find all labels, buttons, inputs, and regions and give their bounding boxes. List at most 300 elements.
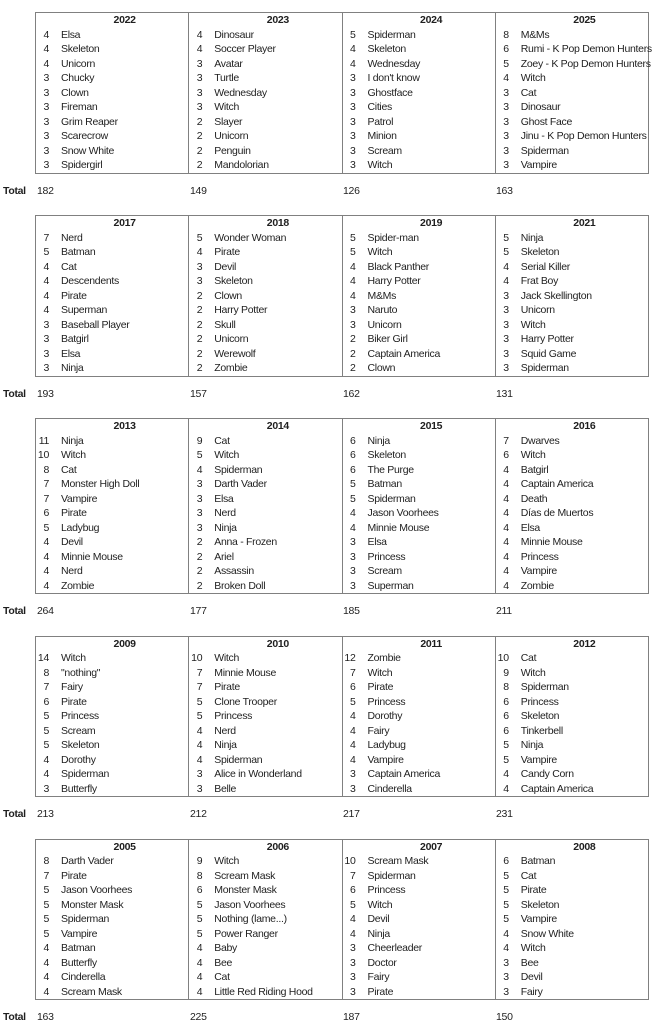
- costume-row: [496, 521, 648, 536]
- costume-name: Jason Voorhees: [214, 898, 286, 911]
- costume-count: 2: [196, 159, 203, 171]
- costume-name: Darth Vader: [214, 478, 267, 490]
- costume-count: 3: [196, 521, 203, 534]
- costume-name: M&Ms: [520, 28, 550, 41]
- costume-count: 5: [196, 695, 203, 708]
- costume-count: 10: [37, 449, 49, 461]
- costume-row: [496, 564, 648, 579]
- costume-row: [36, 767, 188, 782]
- costume-count: 3: [43, 782, 49, 795]
- costume-count: 4: [43, 942, 49, 954]
- costume-name: Unicorn: [520, 304, 555, 316]
- costume-name: Wednesday: [214, 86, 267, 99]
- costume-count: 4: [349, 507, 356, 519]
- costume-count: 3: [349, 304, 356, 316]
- costume-name: Ladybug: [367, 739, 406, 751]
- costume-name: Unicorn: [214, 130, 249, 142]
- costume-count: 2: [196, 115, 203, 128]
- costume-row: [189, 506, 341, 521]
- costume-count: 8: [196, 869, 203, 882]
- costume-row: [343, 927, 495, 942]
- year-header: 2014: [266, 420, 289, 432]
- costume-name: I don't know: [367, 72, 420, 84]
- costume-row: [496, 477, 648, 492]
- costume-count: 5: [196, 710, 203, 722]
- costume-name: Butterfly: [61, 782, 97, 795]
- costume-name: Spiderman: [367, 28, 416, 41]
- costume-name: Witch: [367, 898, 393, 911]
- costume-count: 4: [43, 43, 49, 55]
- costume-row: [36, 332, 188, 347]
- costume-count: 5: [503, 884, 509, 896]
- costume-count: 3: [43, 144, 49, 157]
- costume-count: 4: [503, 536, 509, 548]
- costume-name: Little Red Riding Hood: [214, 985, 313, 998]
- costume-count: 2: [196, 130, 203, 142]
- costume-name: Fairy: [61, 681, 83, 693]
- total-value: 185: [343, 605, 360, 617]
- costume-name: Elsa: [61, 347, 81, 360]
- costume-row: [36, 579, 188, 594]
- costume-name: Dorothy: [367, 710, 403, 722]
- costume-row: [496, 854, 648, 869]
- costume-row: [496, 158, 648, 173]
- costume-name: Ninja: [520, 231, 544, 244]
- year-column: [188, 637, 341, 797]
- costume-count: 3: [503, 144, 509, 157]
- costume-row: [343, 985, 495, 1000]
- costume-row: [343, 782, 495, 797]
- costume-count: 2: [349, 347, 356, 360]
- costume-row: [36, 753, 188, 768]
- costume-row: [36, 854, 188, 869]
- costume-count: 4: [349, 521, 356, 534]
- costume-count: 3: [196, 275, 203, 287]
- year-header: 2007: [420, 840, 443, 853]
- costume-name: Ghost Face: [520, 115, 573, 128]
- costume-count: 3: [349, 550, 356, 563]
- costume-name: Clown: [367, 362, 396, 374]
- year-column: [495, 13, 652, 173]
- costume-name: Spiderman: [367, 869, 416, 882]
- costume-count: 7: [43, 492, 49, 505]
- costume-name: Vampire: [61, 492, 98, 505]
- total-value: 131: [496, 387, 513, 400]
- total-value: 182: [37, 184, 54, 197]
- total-row: [0, 184, 671, 199]
- costume-name: Minnie Mouse: [214, 666, 277, 679]
- costume-count: 2: [196, 362, 203, 374]
- costume-name: Witch: [520, 72, 546, 84]
- costume-row: [496, 42, 652, 57]
- costume-name: Witch: [61, 652, 86, 664]
- costume-row: [343, 28, 495, 43]
- costume-count: 3: [43, 347, 49, 360]
- costume-row: [36, 927, 188, 942]
- costume-count: 7: [349, 666, 356, 679]
- costume-row: [343, 695, 495, 710]
- costume-name: M&Ms: [367, 289, 397, 302]
- costume-count: 4: [196, 43, 203, 55]
- costume-name: Cat: [214, 434, 230, 447]
- costume-name: Pirate: [367, 681, 394, 693]
- costume-name: Pirate: [61, 289, 87, 302]
- costume-name: Skeleton: [520, 246, 560, 258]
- total-label: Total: [3, 605, 26, 617]
- costume-count: 4: [43, 565, 49, 577]
- costume-name: Harry Potter: [367, 275, 421, 287]
- costume-name: Nerd: [61, 231, 83, 244]
- costume-name: Minnie Mouse: [520, 536, 583, 548]
- total-values: [35, 604, 647, 619]
- costume-row: [343, 318, 495, 333]
- year-column: [495, 216, 648, 376]
- total-row: [0, 1010, 671, 1025]
- costume-count: 4: [349, 927, 356, 940]
- costume-row: [343, 245, 495, 260]
- costume-name: Biker Girl: [367, 333, 408, 345]
- costume-name: Butterfly: [61, 956, 97, 969]
- costume-count: 6: [349, 449, 356, 461]
- costume-name: Witch: [214, 652, 240, 664]
- costume-row: [343, 506, 495, 521]
- costume-name: Jason Voorhees: [61, 884, 133, 896]
- costume-name: Días de Muertos: [520, 507, 594, 519]
- year-header: 2021: [573, 217, 596, 229]
- costume-row: [496, 274, 648, 289]
- costume-row: [343, 869, 495, 884]
- year-header: 2019: [420, 217, 443, 229]
- costume-count: 4: [196, 753, 203, 766]
- costume-row: [343, 898, 495, 913]
- costume-row: [343, 941, 495, 956]
- costume-name: Witch: [520, 942, 546, 954]
- costume-row: [343, 144, 495, 159]
- costume-row: [343, 303, 495, 318]
- costume-row: [343, 738, 495, 753]
- costume-count: 5: [503, 246, 509, 258]
- costume-count: 4: [503, 579, 509, 592]
- costume-row: [343, 463, 495, 478]
- costume-row: [189, 709, 341, 724]
- costume-count: 5: [43, 927, 49, 940]
- costume-name: Cat: [520, 652, 537, 664]
- total-row: [0, 604, 671, 619]
- costume-count: 3: [43, 362, 49, 374]
- costume-name: Superman: [61, 304, 108, 316]
- costume-row: [496, 956, 648, 971]
- costume-row: [189, 289, 341, 304]
- costume-row: [343, 100, 495, 115]
- costume-name: Vampire: [367, 753, 404, 766]
- total-value: 163: [496, 184, 513, 197]
- costume-name: Witch: [367, 159, 393, 171]
- costume-count: 10: [191, 652, 203, 664]
- costume-row: [343, 680, 495, 695]
- costume-name: Scream: [367, 144, 402, 157]
- costume-row: [343, 347, 495, 362]
- costume-name: Elsa: [61, 28, 81, 41]
- costume-row: [496, 695, 648, 710]
- costume-name: Skeleton: [520, 710, 560, 722]
- costume-count: 3: [503, 130, 509, 142]
- costume-row: [189, 651, 341, 666]
- costume-row: [36, 42, 188, 57]
- total-value: 212: [190, 808, 207, 820]
- costume-count: 4: [196, 985, 203, 998]
- costume-name: Skeleton: [520, 898, 560, 911]
- year-table: [35, 418, 649, 594]
- costume-row: [496, 71, 648, 86]
- costume-row: [189, 912, 341, 927]
- costume-row: [36, 448, 188, 463]
- costume-name: Skeleton: [61, 43, 100, 55]
- costume-row: [343, 42, 495, 57]
- total-values: [35, 1010, 647, 1025]
- costume-count: 3: [349, 565, 356, 577]
- costume-name: Elsa: [367, 536, 387, 548]
- costume-row: [36, 144, 188, 159]
- costume-name: Devil: [61, 536, 83, 548]
- costume-row: [36, 970, 188, 985]
- costume-row: [189, 260, 341, 275]
- costume-row: [36, 86, 188, 101]
- costume-row: [36, 28, 188, 43]
- costume-row: [36, 912, 188, 927]
- costume-name: Rumi - K Pop Demon Hunters: [520, 43, 652, 55]
- costume-row: [36, 680, 188, 695]
- costume-count: 5: [43, 884, 49, 896]
- costume-count: 2: [196, 333, 203, 345]
- costume-name: Cheerleader: [367, 942, 422, 954]
- year-column: [36, 419, 188, 593]
- costume-row: [189, 86, 341, 101]
- costume-count: 4: [349, 260, 356, 273]
- costume-count: 4: [503, 521, 509, 534]
- total-value: 264: [37, 605, 54, 617]
- costume-count: 4: [349, 289, 356, 302]
- costume-count: 4: [503, 507, 509, 519]
- costume-row: [343, 129, 495, 144]
- costume-row: [343, 521, 495, 536]
- costume-row: [36, 57, 188, 72]
- costume-row: [36, 434, 188, 449]
- costume-row: [496, 767, 648, 782]
- costume-name: Jinu - K Pop Demon Hunters: [520, 130, 647, 142]
- costume-row: [496, 738, 648, 753]
- costume-row: [343, 332, 495, 347]
- costume-row: [496, 927, 648, 942]
- costume-name: Cat: [214, 971, 230, 983]
- costume-count: 3: [503, 318, 509, 331]
- year-header: 2023: [266, 14, 289, 26]
- costume-row: [189, 854, 341, 869]
- costume-row: [189, 158, 341, 173]
- costume-row: [496, 506, 648, 521]
- costume-count: 4: [196, 246, 203, 258]
- costume-row: [496, 144, 648, 159]
- costume-row: [36, 985, 188, 1000]
- costume-name: Ninja: [61, 434, 84, 447]
- costume-count: 4: [503, 492, 509, 505]
- costume-name: Dinosaur: [520, 101, 561, 113]
- costume-name: Clone Trooper: [214, 695, 277, 708]
- costume-count: 5: [503, 57, 509, 70]
- costume-count: 3: [349, 130, 356, 142]
- costume-name: Spiderman: [61, 768, 110, 780]
- costume-name: Alice in Wonderland: [214, 768, 302, 780]
- costume-name: Princess: [367, 550, 406, 563]
- costume-row: [36, 724, 188, 739]
- costume-count: 12: [344, 652, 356, 664]
- total-value: 231: [496, 808, 513, 820]
- costume-row: [496, 361, 648, 376]
- year-header: 2018: [266, 217, 289, 229]
- costume-row: [36, 71, 188, 86]
- costume-name: Captain America: [367, 347, 441, 360]
- costume-row: [36, 883, 188, 898]
- costume-count: 6: [349, 463, 356, 476]
- costume-count: 4: [43, 536, 49, 548]
- costume-count: 3: [349, 579, 356, 592]
- costume-count: 3: [349, 942, 356, 954]
- year-header: 2009: [113, 637, 136, 650]
- costume-count: 3: [349, 72, 356, 84]
- costume-row: [36, 564, 188, 579]
- costume-row: [496, 550, 648, 565]
- costume-name: Vampire: [520, 913, 557, 925]
- costume-count: 4: [349, 913, 356, 925]
- costume-name: Cat: [61, 260, 77, 273]
- costume-name: Witch: [214, 855, 240, 867]
- costume-count: 5: [196, 927, 203, 940]
- costume-name: Vampire: [61, 927, 98, 940]
- costume-name: Nerd: [214, 724, 236, 737]
- costume-row: [189, 985, 341, 1000]
- year-header: 2011: [420, 637, 442, 650]
- costume-name: Anna - Frozen: [214, 536, 277, 548]
- costume-count: 3: [43, 101, 49, 113]
- costume-name: Baseball Player: [61, 318, 130, 331]
- costume-row: [36, 115, 188, 130]
- costume-count: 3: [43, 318, 49, 331]
- costume-name: Zombie: [367, 652, 401, 664]
- costume-count: 3: [503, 347, 509, 360]
- costume-count: 3: [349, 115, 356, 128]
- costume-row: [189, 144, 341, 159]
- costume-name: Slayer: [214, 115, 243, 128]
- costume-name: Tinkerbell: [520, 724, 563, 737]
- costume-row: [189, 42, 341, 57]
- costume-row: [189, 738, 341, 753]
- costume-name: Ariel: [214, 550, 234, 563]
- year-header: 2017: [113, 217, 136, 229]
- costume-name: Cat: [520, 869, 537, 882]
- costume-row: [189, 361, 341, 376]
- costume-name: Cinderella: [367, 782, 412, 795]
- costume-name: Captain America: [520, 782, 594, 795]
- total-value: 126: [343, 184, 360, 197]
- total-value: 163: [37, 1011, 54, 1023]
- costume-count: 6: [503, 855, 509, 867]
- costume-name: Turtle: [214, 72, 239, 84]
- costume-row: [36, 463, 188, 478]
- costume-count: 3: [196, 260, 203, 273]
- costume-row: [36, 347, 188, 362]
- costume-row: [36, 158, 188, 173]
- costume-count: 3: [349, 956, 356, 969]
- costume-count: 2: [196, 318, 203, 331]
- costume-name: Nerd: [214, 507, 236, 519]
- costume-count: 4: [349, 275, 356, 287]
- costume-row: [343, 158, 495, 173]
- costume-name: Bee: [520, 956, 539, 969]
- total-value: 149: [190, 184, 207, 197]
- costume-name: Witch: [214, 101, 240, 113]
- costume-row: [36, 956, 188, 971]
- costume-count: 5: [196, 913, 203, 925]
- costume-name: Pirate: [61, 507, 87, 519]
- costume-row: [496, 898, 648, 913]
- costume-count: 5: [196, 898, 203, 911]
- costume-row: [36, 898, 188, 913]
- costume-row: [496, 434, 648, 449]
- costume-row: [496, 941, 648, 956]
- costume-name: Dwarves: [520, 434, 560, 447]
- costume-count: 10: [344, 855, 356, 867]
- costume-count: 4: [43, 57, 49, 70]
- costume-count: 5: [43, 913, 49, 925]
- costume-name: Darth Vader: [61, 855, 114, 867]
- costume-name: Dorothy: [61, 753, 96, 766]
- total-label: Total: [3, 387, 26, 400]
- costume-name: Cat: [520, 86, 537, 99]
- costume-row: [343, 970, 495, 985]
- year-header: 2012: [573, 637, 596, 650]
- costume-name: Power Ranger: [214, 927, 278, 940]
- year-column: [36, 840, 188, 1000]
- costume-count: 5: [349, 231, 356, 244]
- costume-count: 4: [503, 478, 509, 490]
- costume-name: Spiderman: [520, 362, 569, 374]
- costume-name: Pirate: [214, 246, 240, 258]
- costume-count: 2: [196, 579, 203, 592]
- costume-name: Princess: [367, 695, 406, 708]
- costume-row: [189, 448, 341, 463]
- costume-count: 8: [43, 855, 49, 867]
- costume-count: 4: [503, 275, 509, 287]
- costume-row: [496, 289, 648, 304]
- costume-count: 3: [196, 492, 203, 505]
- costume-name: Witch: [61, 449, 86, 461]
- costume-row: [189, 521, 341, 536]
- costume-count: 4: [43, 768, 49, 780]
- costume-count: 4: [503, 782, 509, 795]
- year-column: [495, 637, 648, 797]
- costume-name: "nothing": [61, 666, 101, 679]
- costume-count: 4: [349, 753, 356, 766]
- costume-name: Witch: [520, 666, 546, 679]
- costume-name: Fairy: [367, 724, 390, 737]
- costume-name: Minnie Mouse: [367, 521, 430, 534]
- costume-name: Devil: [214, 260, 237, 273]
- costume-name: Pirate: [214, 681, 240, 693]
- costume-count: 6: [503, 449, 509, 461]
- costume-name: Fairy: [367, 971, 390, 983]
- costume-name: Princess: [367, 884, 406, 896]
- costume-count: 3: [349, 144, 356, 157]
- costume-row: [189, 318, 341, 333]
